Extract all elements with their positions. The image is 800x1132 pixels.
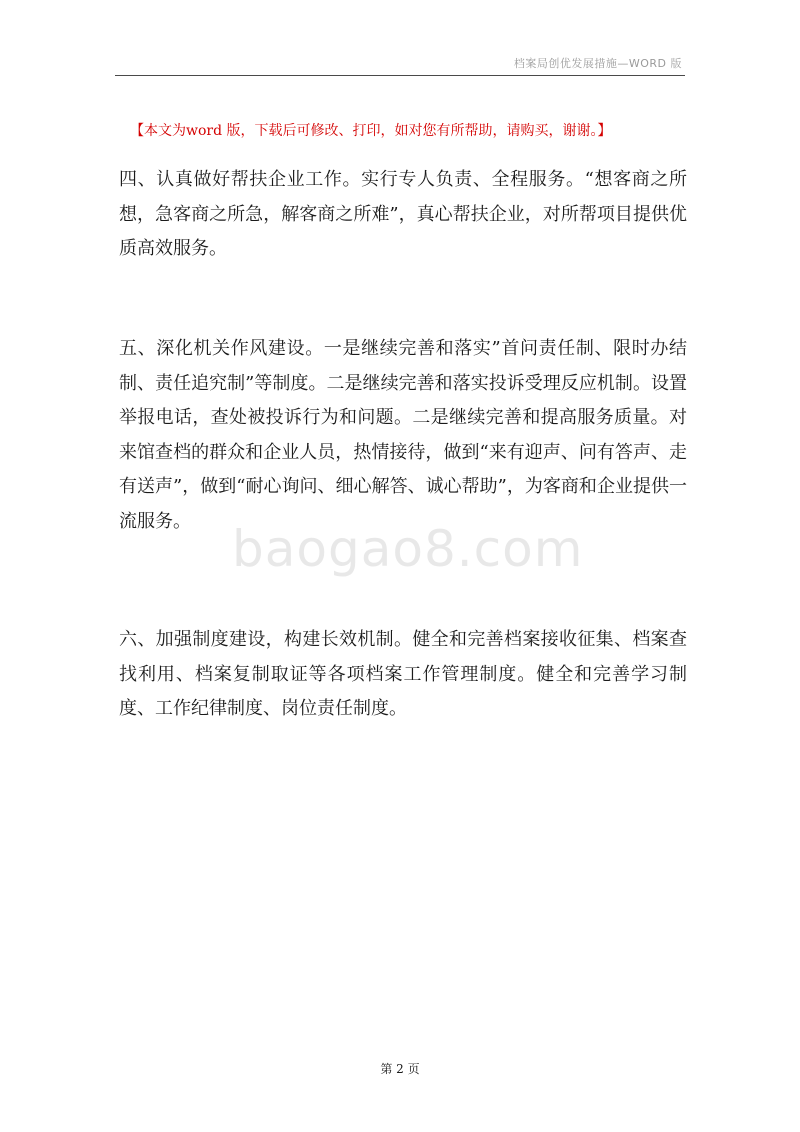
download-notice: 【本文为word 版，下载后可修改、打印，如对您有所帮助，请购买，谢谢。】 <box>130 123 612 139</box>
header-divider <box>115 75 685 76</box>
header-title: 档案局创优发展措施—WORD 版 <box>513 57 682 70</box>
paragraph-4: 四、认真做好帮扶企业工作。实行专人负责、全程服务。“想客商之所想，急客商之所急，解客商之所难”，真心帮扶企业，对所帮项目提供优质高效服务。 <box>119 169 687 259</box>
page-number: 第 2 页 <box>380 1062 420 1076</box>
paragraph-6: 六、加强制度建设，构建长效机制。健全和完善档案接收征集、档案查找利用、档案复制取证等各项档案工作管理制度。健全和完善学习制度、工作纪律制度、岗位责任制度。 <box>119 629 687 719</box>
watermark: baogao8.com <box>232 520 584 578</box>
paragraph-5: 五、深化机关作风建设。一是继续完善和落实”首问责任制、限时办结制、责任追究制”等制度。二是继续完善和落实投诉受理反应机制。设置举报电话，查处被投诉行为和问题。二是继续完善和提高服务质量。对来馆查档的群众和企业人员，热情接待，做到“来有迎声、问有答声、走有送声”，做到“耐心询问、细心解答、诚心帮助”，为客商和企业提供一流服务。 <box>119 338 687 532</box>
